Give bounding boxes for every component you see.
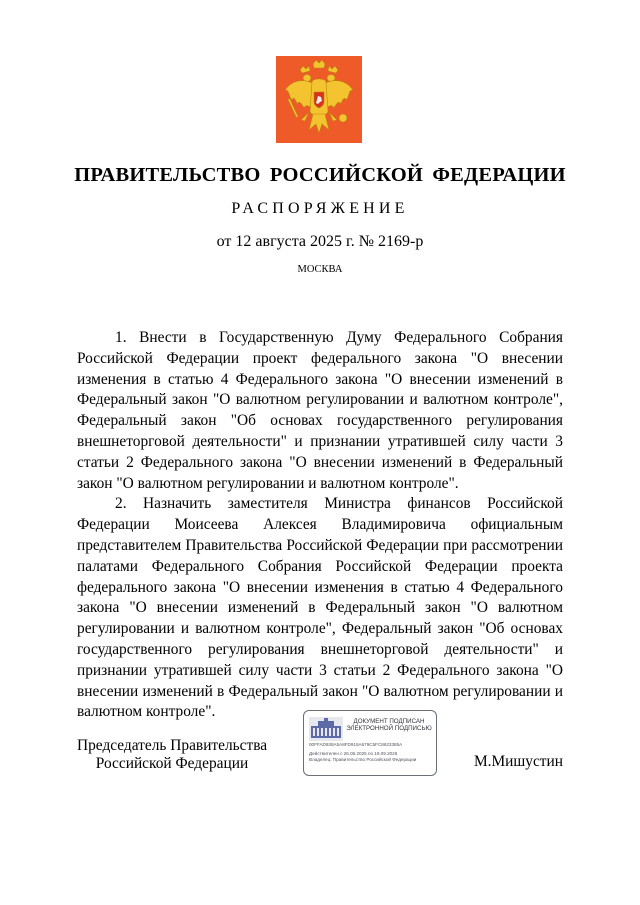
signer-position-line-2: Российской Федерации [95,755,249,772]
body-paragraph-2: 2. Назначить заместителя Министра финансов Российской Федерации Моисеева Алексея Владимировича официальным представителем Правительства Российской Федерации при рассмотрении палатами Федерального Собрания Российской Федерации проекта федерального закона "О внесении изменения в статью 4 Федерального закона "О внесении изменений в Федеральный закон "О валютном регулировании и валютном контроле", Федеральный закон "Об основах государственного регулирования внешнеторговой деятельности" и признании утратившей силу части 3 статьи 2 Федерального закона "О внесении изменений в Федеральный закон "О валютном регулировании и валютном контроле". [77,495,563,721]
stamp-heading [344,718,434,733]
body-paragraph-1: 1. Внести в Государственную Думу Федерального Собрания Российской Федерации проект федерального закона "О внесении изменения в статью 4 Федерального закона "О внесении изменений в Федеральный закон "О валютном регулировании и валютном контроле", Федеральный закон "Об основах государственного регулирования внешнеторговой деятельности" и признании утратившей силу части 3 статьи 2 Федерального закона "О внесении изменений в Федеральный закон "О валютном регулировании и валютном контроле". [77,329,563,492]
document-city: МОСКВА [297,264,343,275]
government-building-icon [309,717,343,741]
stamp-certificate-number: 00FFAD938A5A8FD915A679C5FC8623385A [309,742,403,747]
coat-of-arms-emblem [276,56,362,143]
stamp-owner: Владелец: Правительство Российской Федерации [309,757,417,762]
government-title: ПРАВИТЕЛЬСТВО РОССИЙСКОЙ ФЕДЕРАЦИИ [74,164,566,186]
russian-coat-of-arms-icon [276,56,362,143]
signer-position [77,737,267,773]
electronic-signature-stamp [303,710,437,776]
stamp-heading-line-2: ЭЛЕКТРОННОЙ ПОДПИСЬЮ [346,725,432,733]
document-body [77,328,563,723]
signer-name: М.Мишустин [473,753,563,770]
stamp-heading-line-1: ДОКУМЕНТ ПОДПИСАН [353,718,425,725]
signer-position-line-1: Председатель Правительства [77,737,268,754]
document-type: РАСПОРЯЖЕНИЕ [231,200,409,217]
document-date-number: от 12 августа 2025 г. № 2169-р [216,233,424,250]
stamp-validity: Действителен с 26.06.2025 по 19.09.2026 [309,751,398,756]
